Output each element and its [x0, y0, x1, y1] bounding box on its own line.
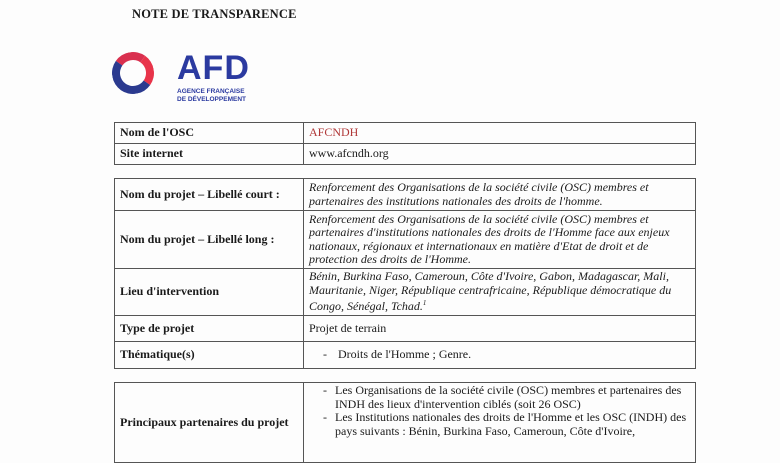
- label: Site internet: [115, 144, 304, 165]
- project-table: [114, 178, 696, 369]
- website: www.afcndh.org: [304, 144, 696, 165]
- table-row: [115, 123, 696, 144]
- osc-table: [114, 122, 696, 165]
- label: Lieu d'intervention: [115, 269, 304, 316]
- table-row: [115, 269, 696, 316]
- table-row: [115, 383, 696, 463]
- value: [304, 383, 696, 463]
- table-row: [115, 179, 696, 211]
- label: Thématique(s): [115, 342, 304, 369]
- list-item: - Les Organisations de la société civile (OSC) membres et partenaires des INDH des lieux d'intervention ciblés (soit 26 OSC): [323, 383, 682, 411]
- value: Renforcement des Organisations de la société civile (OSC) membres et partenaires d'institutions nationales des droits de l'Homme face aux enjeux nationaux, régionaux et internationaux en matière d'Etat de droit et de protection des droits de l'Homme.: [304, 211, 696, 269]
- partners-table: [114, 382, 696, 463]
- list-item: - Les Institutions nationales des droits de l'Homme et les OSC (INDH) des pays suivants : Bénin, Burkina Faso, Cameroun, Côte d'Ivoire,: [323, 410, 687, 438]
- osc-name: AFCNDH: [304, 123, 696, 144]
- label: Type de projet: [115, 316, 304, 342]
- afd-logo: [112, 49, 262, 108]
- value: Projet de terrain: [304, 316, 696, 342]
- value: Bénin, Burkina Faso, Cameroun, Côte d'Ivoire, Gabon, Madagascar, Mali, Mauritanie, Niger, République centrafricaine, République démocratique du Congo, Sénégal, Tchad.$^1$: [304, 269, 696, 316]
- value: - Droits de l'Homme ; Genre.: [304, 342, 696, 369]
- label: Nom du projet – Libellé long :: [115, 211, 304, 269]
- value: Renforcement des Organisations de la société civile (OSC) membres et partenaires des institutions nationales des droits de l'homme.: [304, 179, 696, 211]
- logo-subtitle: AGENCE FRANÇAISE DE DÉVELOPPEMENT: [177, 88, 246, 103]
- label: Principaux partenaires du projet: [115, 383, 304, 463]
- label: Nom de l'OSC: [115, 123, 304, 144]
- table-row: [115, 144, 696, 165]
- document-title: NOTE DE TRANSPARENCE: [132, 7, 297, 21]
- table-row: [115, 342, 696, 369]
- table-row: [115, 211, 696, 269]
- afd-ring-icon: [109, 49, 158, 98]
- logo-text: AFD: [177, 49, 250, 87]
- label: Nom du projet – Libellé court :: [115, 179, 304, 211]
- table-row: [115, 316, 696, 342]
